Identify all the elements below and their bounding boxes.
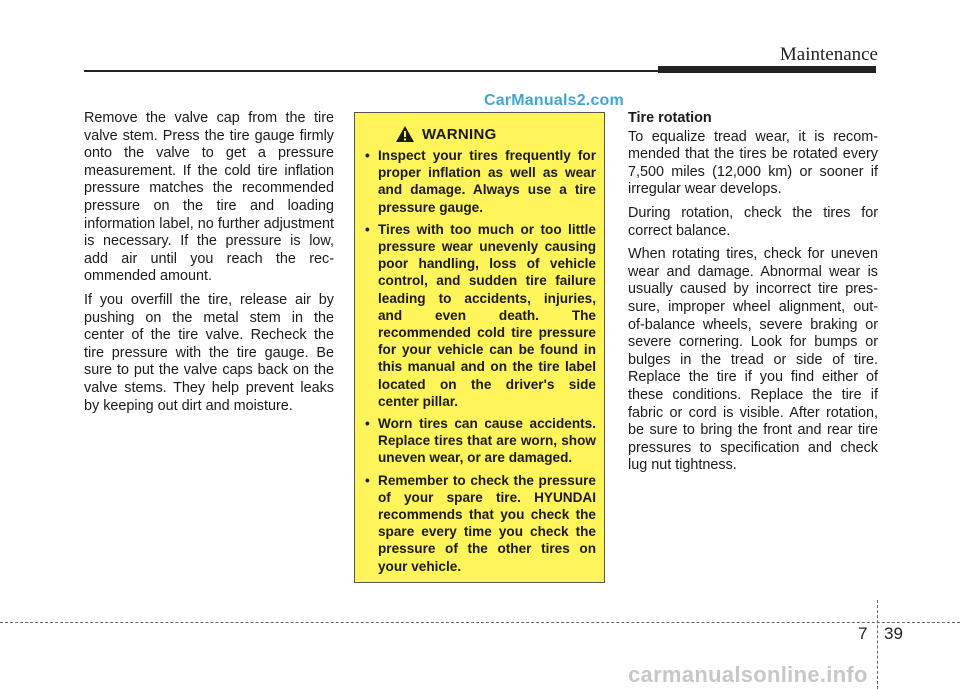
warning-item: • Inspect your tires frequently for proper inflation as well as wear and damage. Always use a tire pressure gauge.: [365, 147, 596, 216]
warning-item: • Tires with too much or too little pressure wear unevenly causing poor handling, loss of vehicle control, and sudden tire failure leading to accidents, injuries, and even death. The recommended cold tire pressure for your vehicle can be found in this manual and on the tire label located on the driver's side center pillar.: [365, 221, 596, 410]
left-paragraph-2: If you overfill the tire, release air by pushing on the metal stem in the center of the tire valve. Recheck the tire pressure with the tire gauge. Be sure to put the valve caps back on the valve stems. They help prevent leaks by keeping out dirt and moisture.: [84, 291, 334, 414]
header-rule-thick: [658, 66, 876, 73]
warning-triangle-icon: [395, 125, 415, 143]
watermark-bottom[interactable]: carmanualsonline.info: [628, 662, 868, 687]
left-column: [84, 110, 334, 421]
warning-list: [365, 147, 596, 575]
left-paragraph-1: Remove the valve cap from the tire valve stem. Press the tire gauge firmly onto the valve to get a pressure measurement. If the cold tire inflation pressure matches the recommended pressure on the tire and loading information label, no further adjustment is necessary. If the pressure is low, add air until you reach the recommended amount.: [84, 110, 334, 285]
warning-header: [395, 125, 596, 143]
page-chapter-number: 7: [858, 624, 868, 643]
footer-divider: [0, 622, 960, 623]
warning-box: [354, 112, 605, 583]
right-paragraph-2: During rotation, check the tires for correct balance.: [628, 204, 878, 239]
warning-title: WARNING: [422, 125, 497, 143]
footer-vertical-divider: [877, 600, 878, 689]
watermark-top[interactable]: CarManuals2.com: [484, 92, 624, 109]
right-column: [628, 110, 878, 481]
right-paragraph-3: When rotating tires, check for uneven wear and damage. Abnormal wear is usually caused by incorrect tire pressure, improper wheel alignment, out-of-balance wheels, severe braking or severe cornering. Look for bumps or bulges in the tread or side of tire. Replace the tire if you find either of these conditions. Replace the tire if fabric or cord is visible. After rotation, be sure to bring the front and rear tire pressures to specification and check lug nut tightness.: [628, 246, 878, 474]
warning-item: • Worn tires can cause accidents. Replace tires that are worn, show uneven wear, or are damaged.: [365, 415, 596, 467]
warning-item: • Remember to check the pressure of your spare tire. HYUNDAI recommends that you check the spare every time you check the pressure of the other tires on your vehicle.: [365, 472, 596, 575]
header-title: Maintenance: [779, 44, 878, 65]
page-number: 39: [884, 624, 903, 643]
header-rule-thin: [84, 70, 658, 72]
section-title-tire-rotation: Tire rotation: [628, 110, 712, 126]
right-paragraph-1: To equalize tread wear, it is recommended that the tires be rotated every 7,500 miles (12,000 km) or sooner if irregular wear develops.: [628, 128, 878, 198]
